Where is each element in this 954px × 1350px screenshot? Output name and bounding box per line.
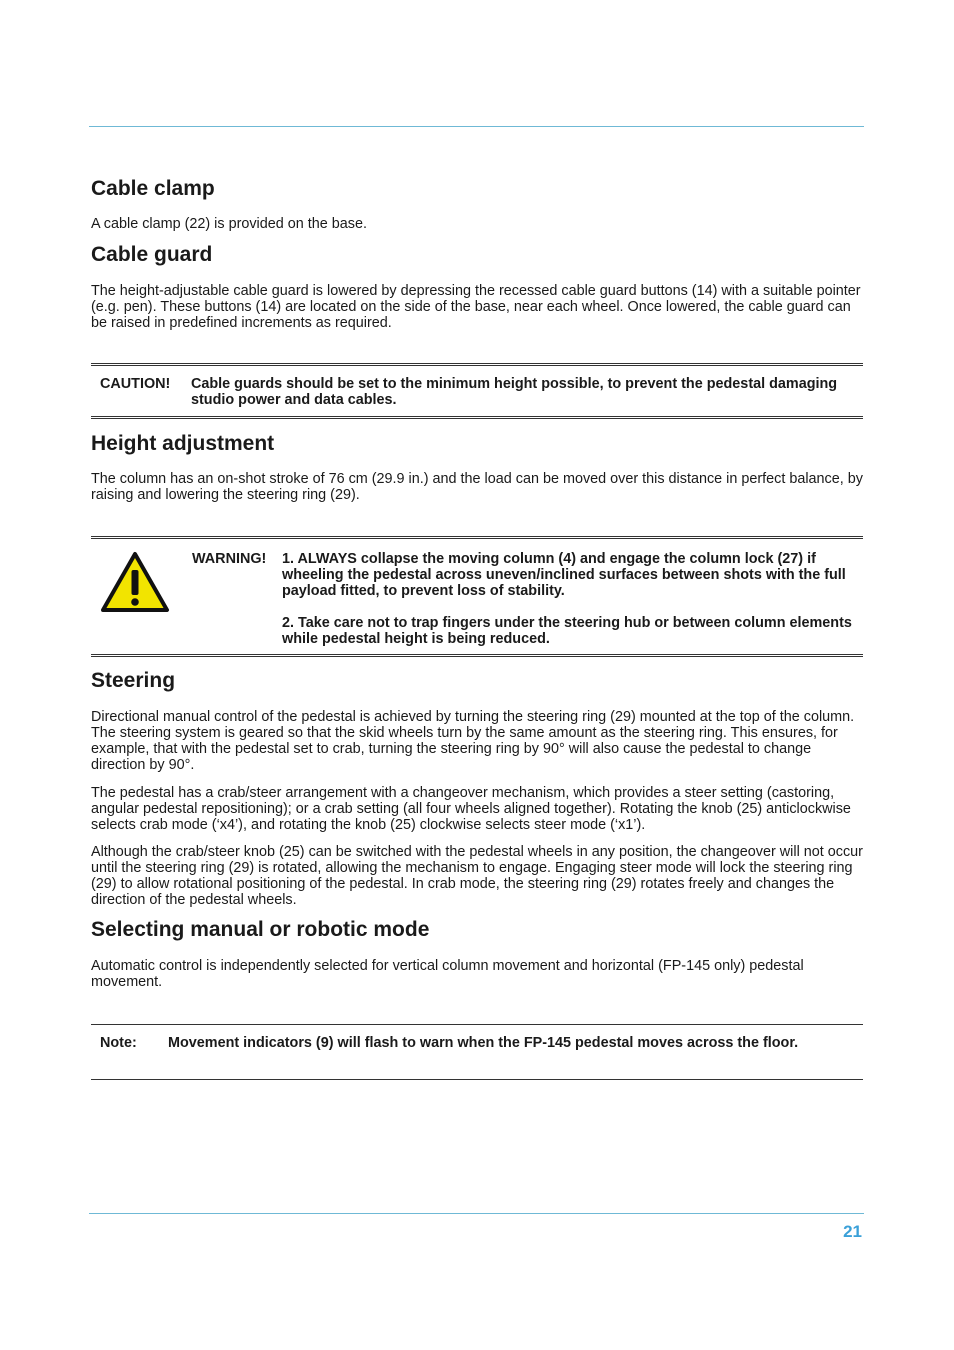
- heading-steering: Steering: [91, 669, 176, 692]
- page-number: 21: [843, 1222, 862, 1241]
- header-rule: [89, 126, 864, 127]
- note-text: Movement indicators (9) will flash to warn when the FP-145 pedestal moves across the floor.: [168, 1035, 799, 1051]
- heading-cable-guard: Cable guard: [91, 243, 213, 266]
- warning-triangle-icon: [100, 551, 170, 613]
- heading-cable-clamp: Cable clamp: [91, 177, 215, 200]
- heading-height-adjustment: Height adjustment: [91, 432, 275, 455]
- paragraph-steering-1: Directional manual control of the pedestal is achieved by turning the steering ring (29) mounted at the top of the column. The steering system is geared so that the skid wheels turn by the same amount as the steering ring. This ensures, for example, that with the pedestal set to crab, turning the steering ring by 90° will also cause the pedestal to change direction by 90°.: [91, 709, 855, 773]
- warning-item-2: 2. Take care not to trap fingers under the steering hub or between column elements while pedestal height is being reduced.: [282, 615, 852, 647]
- paragraph-steering-3: Although the crab/steer knob (25) can be switched with the pedestal wheels in any position, the changeover will not occur until the steering ring (29) is rotated, allowing the mechanism to engage. Engaging steer mode will lock the steering ring (29) to allow rotational positioning of the pedestal. In crab mode, the steering ring (29) rotates freely and changes the direction of the pedestal wheels.: [91, 844, 863, 908]
- paragraph-cable-clamp: A cable clamp (22) is provided on the base.: [91, 216, 367, 232]
- heading-selecting-mode: Selecting manual or robotic mode: [91, 918, 430, 941]
- paragraph-height-adjustment: The column has an on-shot stroke of 76 cm (29.9 in.) and the load can be moved over this distance in perfect balance, by raising and lowering the steering ring (29).: [91, 471, 863, 503]
- caution-text: Cable guards should be set to the minimum height possible, to prevent the pedestal damaging studio power and data cables.: [191, 376, 838, 408]
- note-label: Note:: [100, 1035, 137, 1051]
- warning-box: [91, 536, 863, 657]
- paragraph-selecting-mode: Automatic control is independently selected for vertical column movement and horizontal (FP-145 only) pedestal movement.: [91, 958, 804, 990]
- warning-label: WARNING!: [192, 551, 267, 567]
- caution-label: CAUTION!: [100, 376, 171, 392]
- warning-item-1: 1. ALWAYS collapse the moving column (4) and engage the column lock (27) if wheeling the pedestal across uneven/inclined surfaces between shots with the full payload fitted, to prevent loss of stability.: [282, 551, 846, 599]
- paragraph-cable-guard: The height-adjustable cable guard is lowered by depressing the recessed cable guard buttons (14) with a suitable pointer (e.g. pen). These buttons (14) are located on the side of the base, near each wheel. Once lowered, the cable guard can be raised in predefined increments as required.: [91, 283, 861, 331]
- caution-box: [91, 363, 863, 419]
- note-box: [91, 1024, 863, 1080]
- paragraph-steering-2: The pedestal has a crab/steer arrangement with a changeover mechanism, which provides a steer setting (castoring, angular pedestal repositioning); or a crab setting (all four wheels aligned together). Rotating the knob (25) anticlockwise selects crab mode (‘x4’), and rotating the knob (25) clockwise selects steer mode (‘x1’).: [91, 785, 851, 833]
- footer-rule: [89, 1213, 864, 1214]
